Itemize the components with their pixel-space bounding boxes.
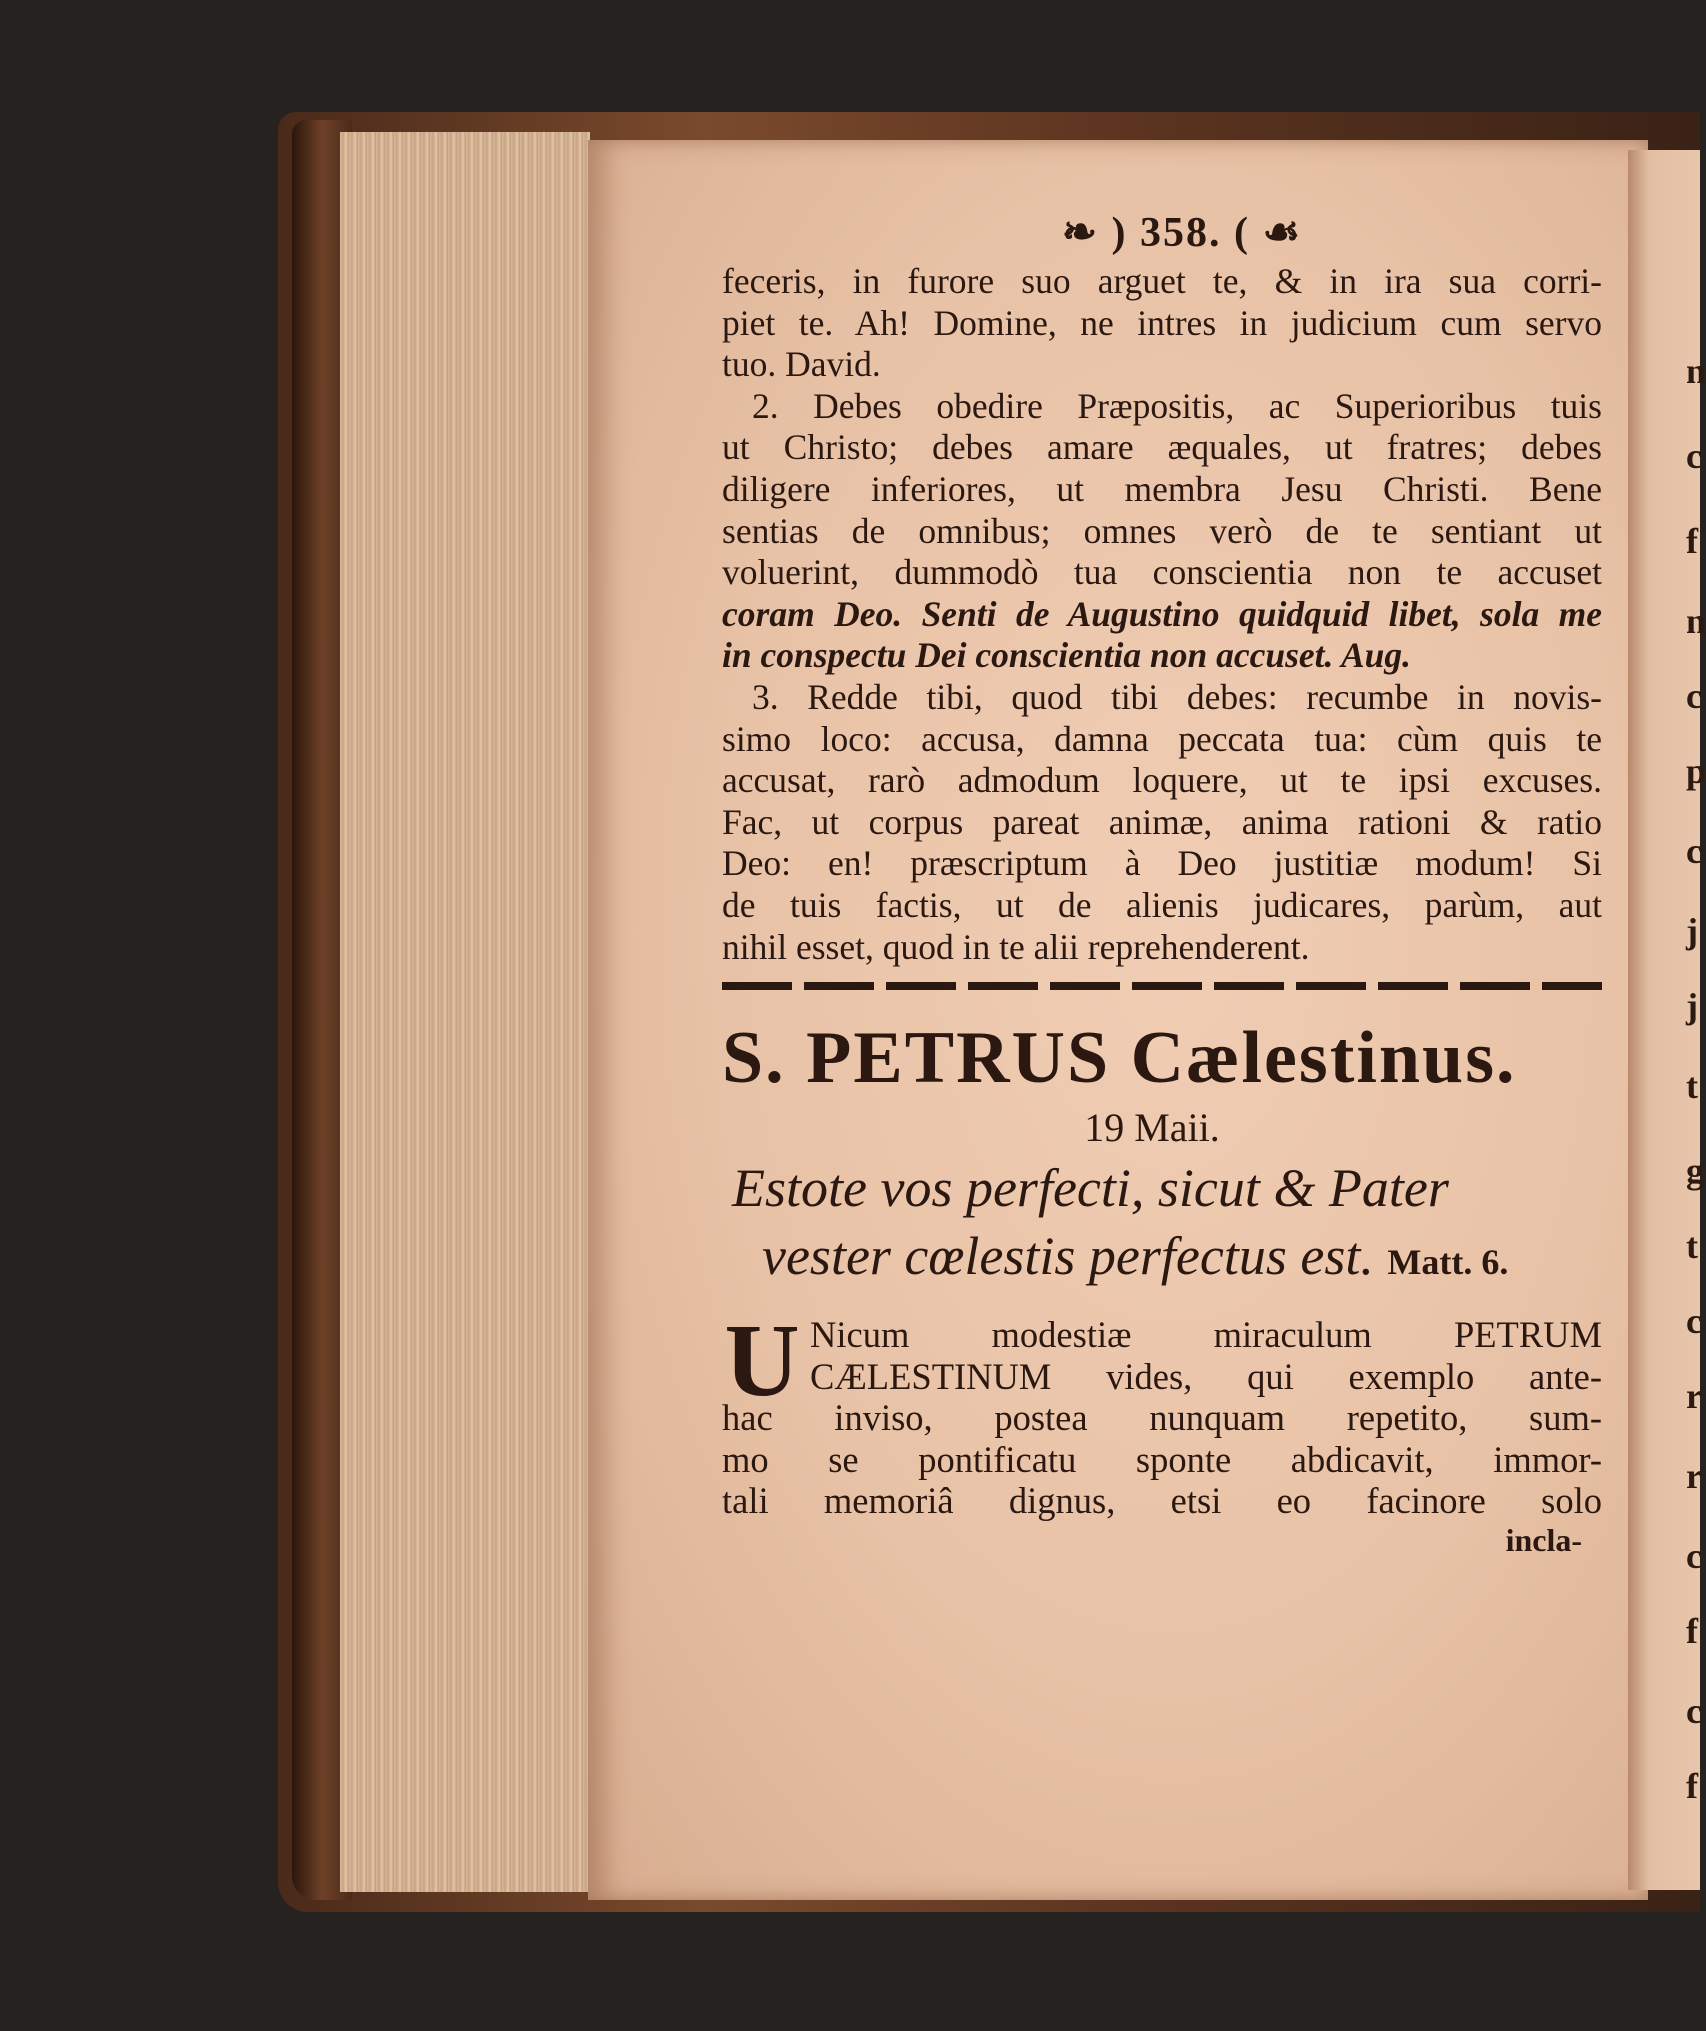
- verse-reference: Matt. 6.: [1387, 1242, 1509, 1283]
- facing-fragment: n: [1686, 351, 1706, 391]
- facing-fragment: f: [1686, 521, 1698, 561]
- ornament-left: ❧ ): [1061, 210, 1141, 256]
- facing-fragment: f: [1686, 1611, 1698, 1651]
- facing-fragment: g: [1686, 1151, 1704, 1191]
- text-line: Fac, ut corpus pareat animæ, anima rationi & ratio: [722, 801, 1602, 842]
- paragraph-1: [722, 261, 1602, 386]
- text-line: coram Deo. Senti de Augustino quidquid libet, sola me: [722, 593, 1602, 634]
- text-line: de tuis factis, ut de alienis judicares, parùm, aut: [722, 884, 1602, 925]
- text-line: mo se pontificatu sponte abdicavit, immor-: [722, 1438, 1602, 1480]
- facing-fragment: c: [1686, 676, 1702, 716]
- scripture-verse: [722, 1154, 1602, 1292]
- text-line: ut Christo; debes amare æquales, ut fratres; debes: [722, 427, 1602, 468]
- text-line: tali memoriâ dignus, etsi eo facinore solo: [722, 1480, 1602, 1522]
- facing-fragment: t: [1686, 1226, 1698, 1266]
- feast-date: 19 Maii.: [1084, 1105, 1220, 1151]
- text-line: sentias de omnibus; omnes verò de te sentiant ut: [722, 510, 1602, 551]
- text-line: piet te. Ah! Domine, ne intres in judicium cum servo: [722, 302, 1602, 343]
- text-line: simo loco: accusa, damna peccata tua: cùm quis te: [722, 718, 1602, 759]
- section-divider: [722, 982, 1602, 990]
- text-line: accusat, rarò admodum loquere, ut te ipsi excuses.: [722, 760, 1602, 801]
- page-content: [722, 205, 1602, 1562]
- page-number: ❧ ) 358. ( ☙: [1061, 210, 1303, 256]
- drop-cap: U: [724, 1303, 800, 1419]
- facing-fragment: r: [1686, 1376, 1702, 1416]
- text-line: nihil esset, quod in te alii reprehenderent.: [722, 926, 1310, 967]
- text-line: voluerint, dummodò tua conscientia non te accuset: [722, 552, 1602, 593]
- ornament-right: ( ☙: [1221, 210, 1303, 256]
- text-line: diligere inferiores, ut membra Jesu Christi. Bene: [722, 468, 1602, 509]
- body-paragraph: [722, 1303, 1602, 1522]
- facing-fragment: r: [1686, 1456, 1702, 1496]
- text-line: CÆLESTINUM vides, qui exemplo ante-: [810, 1355, 1602, 1397]
- text-line: Deo: en! præscriptum à Deo justitiæ modum! Si: [722, 843, 1602, 884]
- facing-page-edge: [1628, 150, 1706, 1890]
- facing-fragment: p: [1686, 751, 1706, 791]
- page-edges: [340, 132, 590, 1892]
- facing-fragment: c: [1686, 1301, 1702, 1341]
- text-line: hac inviso, postea nunquam repetito, sum-: [722, 1397, 1602, 1439]
- facing-fragment: t: [1686, 1066, 1698, 1106]
- facing-fragment: c: [1686, 436, 1702, 476]
- facing-fragment: c: [1686, 831, 1702, 871]
- facing-fragment: c: [1686, 1691, 1702, 1731]
- paragraph-3: [722, 677, 1602, 968]
- catchword: incla-: [1505, 1522, 1582, 1559]
- facing-fragment: j: [1686, 986, 1698, 1026]
- text-line: Nicum modestiæ miraculum PETRUM: [810, 1314, 1602, 1356]
- text-line: in conspectu Dei conscientia non accuset. Aug.: [722, 635, 1411, 676]
- facing-fragment: n: [1686, 601, 1706, 641]
- verse-line: Estote vos perfecti, sicut & Pater: [732, 1158, 1449, 1219]
- text-line: tuo. David.: [722, 344, 881, 385]
- section-title: S. PETRUS Cælestinus.: [722, 1017, 1517, 1100]
- paragraph-2: [722, 386, 1602, 677]
- text-line: feceris, in furore suo arguet te, & in ira sua corri-: [722, 261, 1602, 301]
- text-line: 3. Redde tibi, quod tibi debes: recumbe in novis-: [752, 676, 1602, 717]
- facing-fragment: j: [1686, 911, 1698, 951]
- facing-fragment: f: [1686, 1766, 1698, 1806]
- text-line: 2. Debes obedire Præpositis, ac Superioribus tuis: [752, 385, 1602, 426]
- verse-line: vester cœlestis perfectus est. Matt. 6.: [762, 1226, 1509, 1287]
- facing-fragment: c: [1686, 1536, 1702, 1576]
